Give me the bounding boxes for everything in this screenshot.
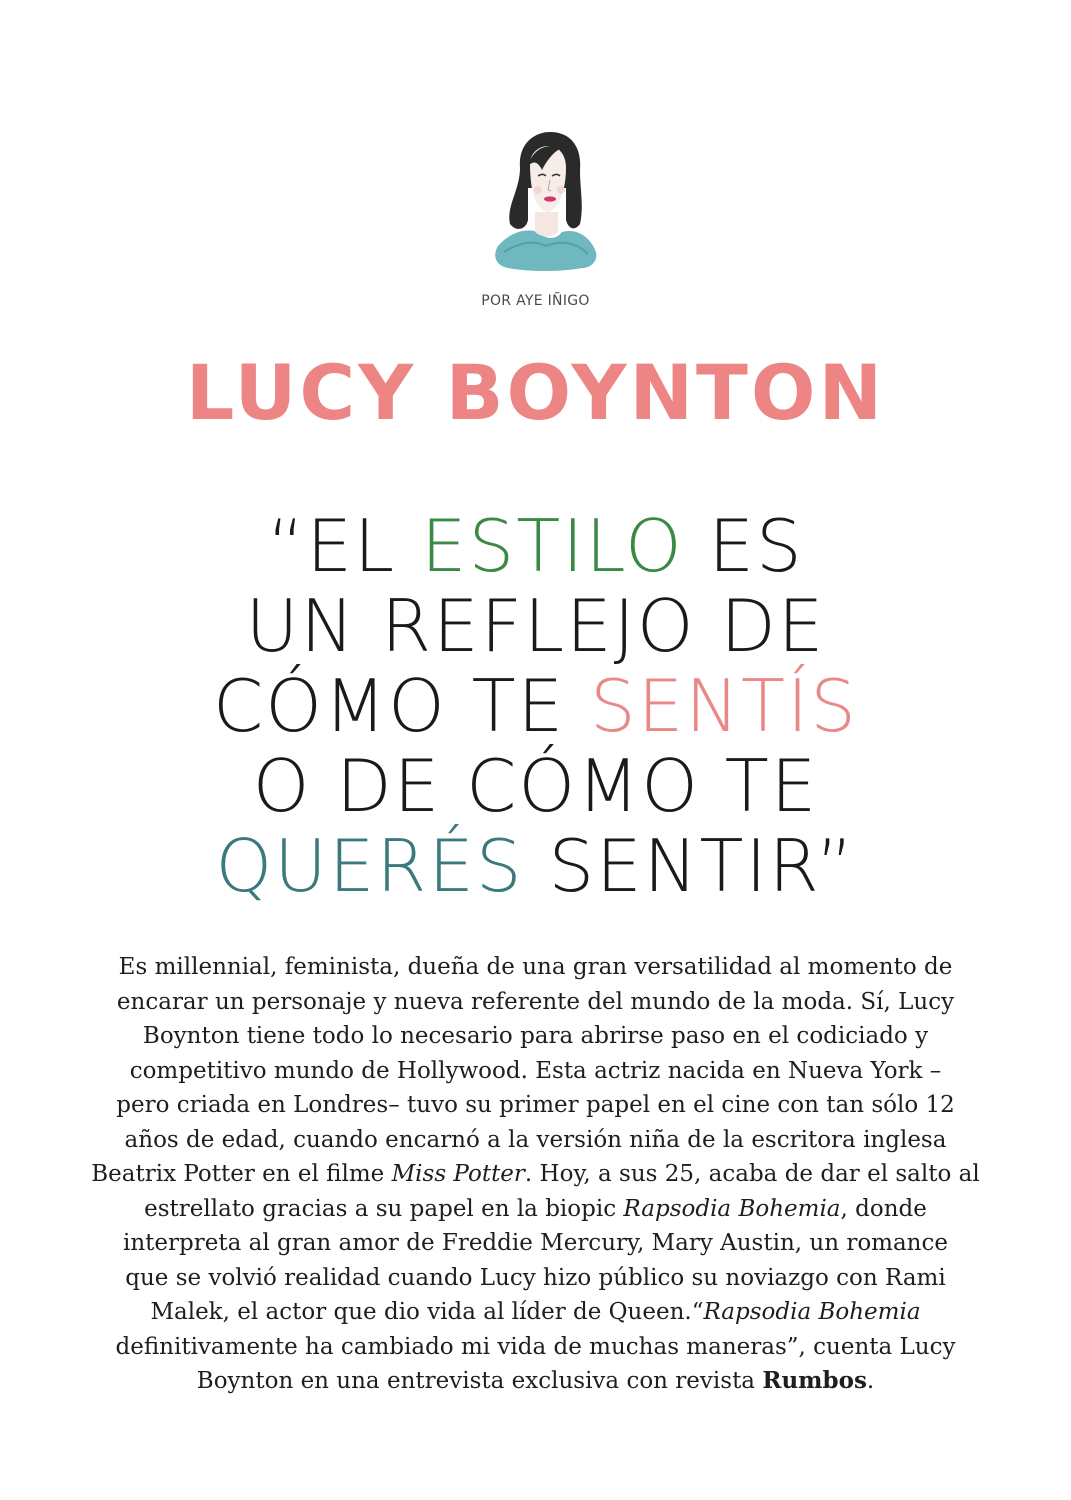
quote-segment: SENTIR” xyxy=(523,824,856,908)
quote-segment: CÓMO TE xyxy=(213,664,590,748)
quote-segment: “EL xyxy=(267,504,422,588)
body-line: Es millennial, feminista, dueña de una gran versatilidad al momento de xyxy=(118,954,953,980)
article-title: LUCY BOYNTON xyxy=(185,348,886,437)
body-line: competitivo mundo de Hollywood. Esta actriz nacida en Nueva York – xyxy=(129,1057,942,1084)
woman-portrait-illustration-icon xyxy=(490,128,600,273)
quote-highlight-green: ESTILO xyxy=(421,504,684,588)
quote-segment: ES xyxy=(683,504,804,588)
body-line: encarar un personaje y nueva referente del mundo de la moda. Sí, Lucy xyxy=(116,988,955,1015)
body-line: interpreta al gran amor de Freddie Mercury, Mary Austin, un romance xyxy=(123,1230,948,1256)
author-byline: POR AYE IÑIGO xyxy=(481,293,590,309)
body-segment: Beatrix Potter en el filme xyxy=(91,1161,392,1187)
film-title-rapsodia-bohemia: Rapsodia Bohemia xyxy=(623,1195,841,1222)
body-line xyxy=(90,1295,981,1330)
quote-line-5 xyxy=(0,826,1071,906)
pull-quote xyxy=(0,506,1071,906)
quote-line-4: O DE CÓMO TE xyxy=(252,744,819,828)
body-line: que se volvió realidad cuando Lucy hizo público su noviazgo con Rami xyxy=(125,1264,946,1291)
body-line: años de edad, cuando encarnó a la versión niña de la escritora inglesa xyxy=(124,1126,947,1153)
film-title-miss-potter: Miss Potter xyxy=(391,1161,525,1187)
body-line xyxy=(90,1192,981,1227)
body-segment: estrellato gracias a su papel en la biopic xyxy=(144,1195,624,1222)
quote-highlight-teal: QUERÉS xyxy=(215,824,524,908)
article-body xyxy=(90,950,981,1399)
body-segment: , donde xyxy=(840,1195,927,1222)
quote-line-2: UN REFLEJO DE xyxy=(245,584,826,668)
body-line: pero criada en Londres– tuvo su primer papel en el cine con tan sólo 12 xyxy=(116,1092,955,1118)
quote-line-3 xyxy=(0,666,1071,746)
body-line: definitivamente ha cambiado mi vida de muchas maneras”, cuenta Lucy xyxy=(115,1333,956,1360)
quote-highlight-pink: SENTÍS xyxy=(590,664,858,748)
body-line: Boynton tiene todo lo necesario para abrirse paso en el codiciado y xyxy=(142,1023,929,1049)
body-segment: Boynton en una entrevista exclusiva con revista xyxy=(196,1368,763,1394)
body-segment: Malek, el actor que dio vida al líder de Queen.“ xyxy=(150,1299,704,1325)
body-line xyxy=(90,1157,981,1192)
film-title-rapsodia-bohemia: Rapsodia Bohemia xyxy=(703,1299,921,1325)
body-segment: . xyxy=(866,1368,875,1394)
body-line xyxy=(90,1364,981,1399)
quote-line-1 xyxy=(0,506,1071,586)
body-segment: . Hoy, a sus 25, acaba de dar el salto al xyxy=(524,1161,980,1187)
magazine-name: Rumbos xyxy=(762,1367,867,1394)
